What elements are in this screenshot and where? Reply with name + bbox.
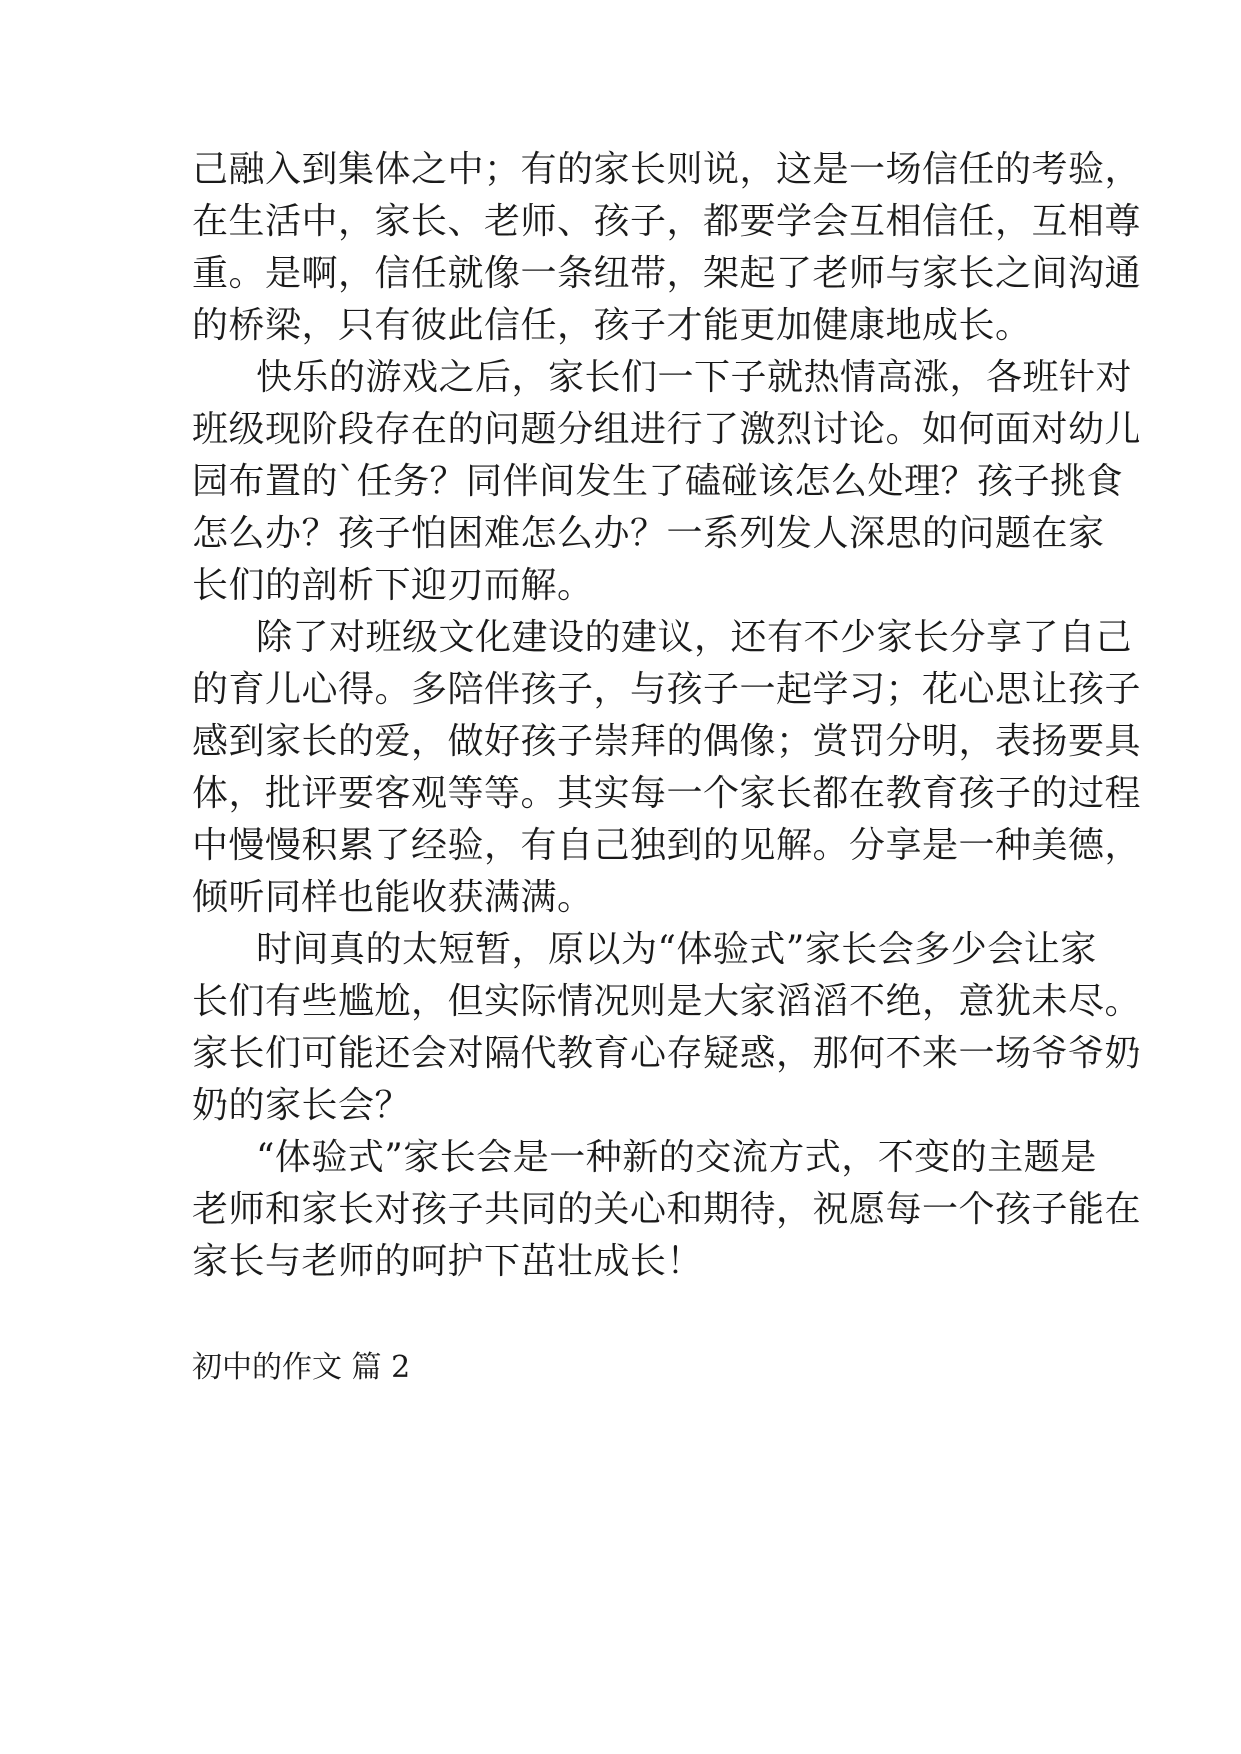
paragraph-5-line-1: “体验式”家长会是一种新的交流方式，不变的主题是 <box>256 1137 1097 1178</box>
paragraph-2-line-1: 快乐的游戏之后，家长们一下子就热情高涨，各班针对 <box>256 357 1133 398</box>
paragraph-5-line-3: 家长与老师的呵护下茁壮成长！ <box>192 1241 704 1282</box>
paragraph-3-line-3: 感到家长的爱，做好孩子崇拜的偶像；赏罚分明，表扬要具 <box>192 721 1142 762</box>
paragraph-4-line-4: 奶的家长会？ <box>192 1085 412 1126</box>
paragraph-2-line-4: 怎么办？孩子怕困难怎么办？一系列发人深思的问题在家 <box>192 513 1105 554</box>
paragraph-1-line-4: 的桥梁，只有彼此信任，孩子才能更加健康地成长。 <box>192 305 1032 346</box>
paragraph-5-line-2: 老师和家长对孩子共同的关心和期待，祝愿每一个孩子能在 <box>192 1189 1142 1230</box>
paragraph-4-line-2: 长们有些尴尬，但实际情况则是大家滔滔不绝，意犹未尽。 <box>192 981 1142 1022</box>
paragraph-4-line-1: 时间真的太短暂，原以为“体验式”家长会多少会让家 <box>256 929 1097 970</box>
paragraph-3-line-4: 体，批评要客观等等。其实每一个家长都在教育孩子的过程 <box>192 773 1142 814</box>
paragraph-3-line-5: 中慢慢积累了经验，有自己独到的见解。分享是一种美德， <box>192 825 1142 866</box>
paragraph-1-line-3: 重。是啊，信任就像一条纽带，架起了老师与家长之间沟通 <box>192 253 1142 294</box>
paragraph-3-line-1: 除了对班级文化建设的建议，还有不少家长分享了自己 <box>256 617 1133 658</box>
paragraph-4-line-3: 家长们可能还会对隔代教育心存疑惑，那何不来一场爷爷奶 <box>192 1033 1142 1074</box>
paragraph-3-line-6: 倾听同样也能收获满满。 <box>192 877 594 918</box>
paragraph-3-line-2: 的育儿心得。多陪伴孩子，与孩子一起学习；花心思让孩子 <box>192 669 1142 710</box>
paragraph-1-line-1: 己融入到集体之中；有的家长则说，这是一场信任的考验， <box>192 149 1142 190</box>
paragraph-2-line-5: 长们的剖析下迎刃而解。 <box>192 565 594 606</box>
paragraph-2-line-2: 班级现阶段存在的问题分组进行了激烈讨论。如何面对幼儿 <box>192 409 1142 450</box>
paragraph-1-line-2: 在生活中，家长、老师、孩子，都要学会互相信任，互相尊 <box>192 201 1142 242</box>
section-heading: 初中的作文 篇 2 <box>192 1350 411 1385</box>
paragraph-2-line-3: 园布置的`任务？同伴间发生了磕碰该怎么处理？孩子挑食 <box>192 461 1124 502</box>
